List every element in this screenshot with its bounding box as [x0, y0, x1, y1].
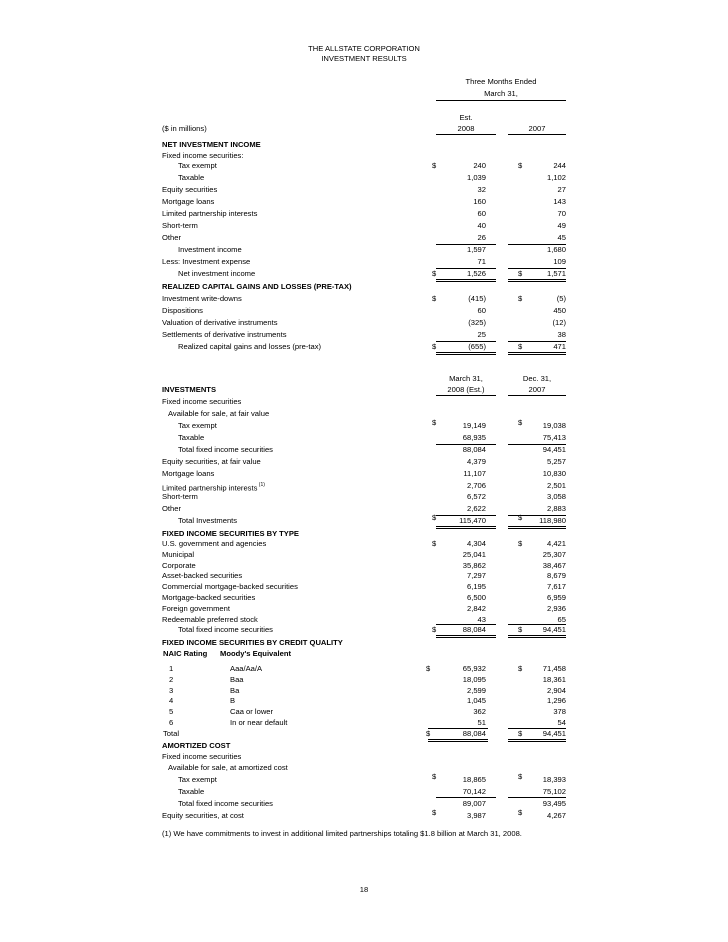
- col-rule: [436, 395, 496, 396]
- value-col2: 75,413: [542, 432, 566, 442]
- section-rcg: REALIZED CAPITAL GAINS AND LOSSES (PRE-TAX): [162, 282, 352, 291]
- dollar-sign: $: [518, 294, 523, 303]
- row-label: Total fixed income securities: [178, 444, 273, 454]
- col-rule: [508, 797, 566, 798]
- value-col1: 240: [473, 161, 486, 170]
- section-fis-type: FIXED INCOME SECURITIES BY TYPE: [162, 529, 299, 538]
- dollar-sign: $: [432, 294, 437, 303]
- value-col1: 115,470: [459, 516, 486, 526]
- col-2008: 2008: [457, 124, 475, 133]
- value-col2: 8,679: [546, 571, 566, 581]
- moodys-header: Moody's Equivalent: [220, 649, 292, 658]
- value-col2: 71,458: [542, 664, 566, 673]
- col-rule: [508, 395, 566, 396]
- col-rule: [508, 728, 566, 729]
- footnote: (1) We have commitments to invest in additional limited partnerships totaling $1.8 billion at March 31, 2008.: [162, 829, 522, 838]
- moodys-equivalent: Baa: [230, 674, 244, 684]
- row-label: Taxable: [178, 173, 205, 182]
- row-label: Short-term: [162, 492, 198, 502]
- moodys-equivalent: Aaa/Aa/A: [230, 664, 263, 673]
- value-col1: 1,597: [466, 245, 486, 254]
- value-col2: 7,617: [546, 582, 566, 592]
- naic-rating: 4: [169, 696, 174, 706]
- value-col2: 5,257: [546, 456, 566, 466]
- amort-sub-afs: Available for sale, at amortized cost: [168, 763, 288, 772]
- section-amortized: AMORTIZED COST: [162, 741, 231, 750]
- value-col1: 35,862: [462, 560, 486, 570]
- value-col2: 45: [557, 233, 566, 242]
- value-col2: 94,451: [542, 728, 566, 738]
- value-col1: 362: [473, 707, 486, 717]
- col-rule: [508, 635, 566, 638]
- dollar-sign: $: [518, 664, 523, 673]
- col-rule: [508, 515, 566, 516]
- col-rule: [508, 352, 566, 355]
- value-col1: (655): [468, 342, 486, 351]
- moodys-equivalent: In or near default: [230, 718, 288, 727]
- value-col2: 2,501: [546, 480, 566, 490]
- col-2007: 2007: [528, 124, 546, 133]
- inv-col1-top: March 31,: [449, 374, 483, 383]
- value-col1: 32: [477, 185, 486, 194]
- value-col2: 143: [553, 197, 566, 206]
- row-label: Equity securities: [162, 185, 218, 194]
- section-fis-quality: FIXED INCOME SECURITIES BY CREDIT QUALITY: [162, 638, 343, 647]
- dollar-sign: $: [518, 625, 523, 635]
- value-col2: 54: [557, 718, 566, 727]
- value-col2: 4,421: [546, 539, 566, 548]
- row-label: Municipal: [162, 549, 195, 559]
- value-col1: 3,987: [466, 811, 486, 820]
- value-col1: 4,304: [466, 539, 486, 548]
- col-rule: [508, 244, 566, 245]
- value-col2: 19,038: [542, 421, 566, 430]
- moodys-equivalent: B: [230, 696, 236, 706]
- row-label: Total fixed income securities: [178, 799, 273, 808]
- dollar-sign: $: [426, 728, 431, 738]
- row-label: Realized capital gains and losses (pre-tax): [178, 342, 322, 351]
- est-label: Est.: [459, 113, 473, 122]
- value-col1: 6,195: [466, 582, 486, 592]
- value-col1: 88,084: [462, 625, 486, 635]
- moodys-equivalent: Ba: [230, 685, 240, 695]
- value-col1: 4,379: [466, 456, 486, 466]
- row-label: Limited partnership interests $^{(1)}$: [162, 481, 265, 493]
- inv-col2-top: Dec. 31,: [522, 374, 552, 383]
- value-col1: 71: [477, 257, 486, 266]
- col-rule: [508, 444, 566, 445]
- row-label: Dispositions: [162, 306, 203, 315]
- value-col1: 25,041: [462, 549, 486, 559]
- col-rule: [508, 134, 566, 135]
- row-label: Commercial mortgage-backed securities: [162, 582, 298, 592]
- naic-rating: 5: [169, 707, 174, 717]
- value-col2: 94,451: [542, 444, 566, 454]
- dollar-sign: $: [432, 539, 437, 548]
- inv-sub-fixed: Fixed income securities: [162, 397, 242, 406]
- value-col1: 25: [477, 330, 486, 339]
- value-col2: 93,495: [542, 799, 566, 808]
- dollar-sign: $: [432, 342, 437, 351]
- value-col2: 70: [557, 209, 566, 218]
- dollar-sign: $: [432, 513, 437, 523]
- col-rule: [508, 268, 566, 269]
- col-rule: [436, 624, 496, 625]
- col-rule: [436, 797, 496, 798]
- value-col1: 2,599: [466, 685, 486, 695]
- row-label: Tax exempt: [178, 775, 217, 784]
- dollar-sign: $: [432, 161, 437, 170]
- row-label: Taxable: [178, 432, 205, 442]
- row-label: Valuation of derivative instruments: [162, 318, 278, 327]
- value-col1: 88,084: [462, 444, 486, 454]
- value-col2: (12): [552, 318, 566, 327]
- col-rule: [436, 526, 496, 529]
- value-col1: 60: [477, 209, 486, 218]
- row-label: Settlements of derivative instruments: [162, 330, 287, 339]
- naic-header: NAIC Rating: [163, 649, 208, 658]
- dollar-sign: $: [518, 342, 523, 351]
- col-rule: [436, 635, 496, 638]
- value-col1: 7,297: [466, 571, 486, 581]
- value-col2: 2,883: [546, 504, 566, 514]
- dollar-sign: $: [426, 664, 431, 673]
- period-label: Three Months Ended: [465, 77, 537, 86]
- value-col2: 2,904: [546, 685, 566, 695]
- value-col1: 6,572: [466, 492, 486, 502]
- header-rule: [436, 100, 566, 101]
- col-rule: [436, 341, 496, 342]
- value-col2: 1,680: [546, 245, 566, 254]
- value-col1: 11,107: [463, 468, 486, 478]
- value-col2: 6,959: [546, 593, 566, 602]
- row-label: Less: Investment expense: [162, 257, 251, 266]
- value-col2: 450: [553, 306, 566, 315]
- row-label: Limited partnership interests: [162, 209, 258, 218]
- dollar-sign: $: [432, 625, 437, 635]
- value-col1: (325): [468, 318, 486, 327]
- dollar-sign: $: [432, 269, 437, 278]
- sub-fixed-income: Fixed income securities:: [162, 151, 244, 160]
- report-title: INVESTMENT RESULTS: [321, 54, 407, 63]
- value-col1: 1,526: [466, 269, 486, 278]
- naic-rating: 1: [169, 664, 174, 673]
- row-label: Other: [162, 233, 181, 242]
- footnote-ref: (1): [257, 481, 265, 488]
- col-rule: [508, 739, 566, 742]
- value-col2: 2,936: [546, 603, 566, 613]
- dollar-sign: $: [518, 808, 523, 817]
- col-rule: [436, 352, 496, 355]
- moodys-equivalent: Caa or lower: [230, 707, 274, 717]
- dollar-sign: $: [518, 269, 523, 278]
- col-rule: [436, 279, 496, 282]
- page-number: 18: [359, 885, 369, 894]
- row-label: Corporate: [162, 560, 196, 570]
- dollar-sign: $: [432, 772, 437, 781]
- row-label: Equity securities, at fair value: [162, 456, 261, 466]
- row-label: Mortgage loans: [162, 468, 215, 478]
- col-rule: [436, 444, 496, 445]
- row-label: Equity securities, at cost: [162, 811, 244, 820]
- value-col2: 94,451: [542, 625, 566, 635]
- inv-col2-bottom: 2007: [528, 385, 546, 394]
- col-rule: [428, 739, 488, 742]
- value-col1: 40: [477, 221, 486, 230]
- value-col2: 244: [553, 161, 566, 170]
- company-name: THE ALLSTATE CORPORATION: [308, 44, 420, 53]
- row-label: Tax exempt: [178, 161, 217, 170]
- col-rule: [436, 134, 496, 135]
- value-col1: 1,045: [466, 696, 486, 706]
- dollar-sign: $: [432, 418, 437, 427]
- value-col1: 26: [477, 233, 486, 242]
- value-col1: 1,039: [466, 173, 486, 182]
- col-rule: [508, 279, 566, 282]
- row-label: Mortgage loans: [162, 197, 215, 206]
- row-label: Net investment income: [178, 269, 256, 278]
- period-date: March 31,: [484, 89, 518, 98]
- value-col2: 38: [557, 330, 566, 339]
- value-col1: 65,932: [462, 664, 486, 673]
- row-label: U.S. government and agencies: [162, 539, 267, 548]
- value-col2: 1,296: [546, 696, 566, 706]
- value-col1: 2,706: [466, 480, 486, 490]
- value-col1: 60: [477, 306, 486, 315]
- col-rule: [428, 728, 488, 729]
- value-col2: 18,393: [542, 775, 566, 784]
- col-rule: [436, 515, 496, 516]
- value-col1: 88,084: [462, 728, 486, 738]
- dollar-sign: $: [432, 808, 437, 817]
- value-col1: 51: [477, 718, 486, 727]
- row-label: Total fixed income securities: [178, 625, 273, 635]
- dollar-sign: $: [518, 728, 523, 738]
- value-col2: 1,571: [546, 269, 566, 278]
- row-label: Redeemable preferred stock: [162, 614, 258, 624]
- value-col2: 118,980: [539, 516, 566, 526]
- value-col2: 4,267: [546, 811, 566, 820]
- value-col2: 27: [557, 185, 566, 194]
- value-col1: 18,865: [462, 775, 486, 784]
- row-label: Asset-backed securities: [162, 571, 243, 581]
- units-label: ($ in millions): [162, 124, 207, 133]
- value-col1: 43: [477, 614, 486, 624]
- row-label: Total Investments: [178, 516, 238, 526]
- row-label: Investment income: [178, 245, 242, 254]
- value-col1: 160: [473, 197, 486, 206]
- value-col2: 38,467: [542, 560, 566, 570]
- section-investments: INVESTMENTS: [162, 385, 217, 394]
- section-nii: NET INVESTMENT INCOME: [162, 140, 261, 149]
- value-col2: 75,102: [542, 787, 566, 796]
- row-label: Mortgage-backed securities: [162, 593, 256, 602]
- col-rule: [436, 268, 496, 269]
- value-col2: 3,058: [546, 492, 566, 502]
- value-col1: 19,149: [462, 421, 486, 430]
- value-col1: 2,842: [466, 603, 486, 613]
- value-col2: 378: [553, 707, 566, 717]
- value-col2: 65: [557, 614, 566, 624]
- value-col1: 68,935: [462, 432, 486, 442]
- row-label: Investment write-downs: [162, 294, 242, 303]
- value-col2: 18,361: [542, 674, 566, 684]
- value-col2: 109: [553, 257, 566, 266]
- dollar-sign: $: [518, 513, 523, 523]
- dollar-sign: $: [518, 772, 523, 781]
- value-col1: 70,142: [462, 787, 486, 796]
- value-col2: 10,830: [542, 468, 566, 478]
- row-label: Short-term: [162, 221, 198, 230]
- inv-col1-bottom: 2008 (Est.): [447, 385, 485, 394]
- value-col1: 2,622: [466, 504, 486, 514]
- amort-sub-fixed: Fixed income securities: [162, 752, 242, 761]
- value-col2: 471: [553, 342, 566, 351]
- dollar-sign: $: [518, 161, 523, 170]
- value-col2: 1,102: [546, 173, 566, 182]
- col-rule: [508, 624, 566, 625]
- value-col2: (5): [556, 294, 566, 303]
- value-col2: 49: [557, 221, 566, 230]
- naic-rating: Total: [163, 728, 180, 738]
- value-col1: 18,095: [462, 674, 486, 684]
- inv-sub-afs: Available for sale, at fair value: [168, 409, 270, 418]
- col-rule: [508, 526, 566, 529]
- value-col1: (415): [468, 294, 486, 303]
- naic-rating: 6: [169, 718, 174, 727]
- dollar-sign: $: [518, 539, 523, 548]
- col-rule: [508, 341, 566, 342]
- dollar-sign: $: [518, 418, 523, 427]
- row-label: Taxable: [178, 787, 205, 796]
- naic-rating: 3: [169, 685, 174, 695]
- naic-rating: 2: [169, 674, 174, 684]
- col-rule: [436, 244, 496, 245]
- row-label: Foreign government: [162, 603, 230, 613]
- row-label: Tax exempt: [178, 421, 217, 430]
- row-label: Other: [162, 504, 181, 514]
- value-col2: 25,307: [542, 549, 566, 559]
- value-col1: 89,007: [462, 799, 486, 808]
- value-col1: 6,500: [466, 593, 486, 602]
